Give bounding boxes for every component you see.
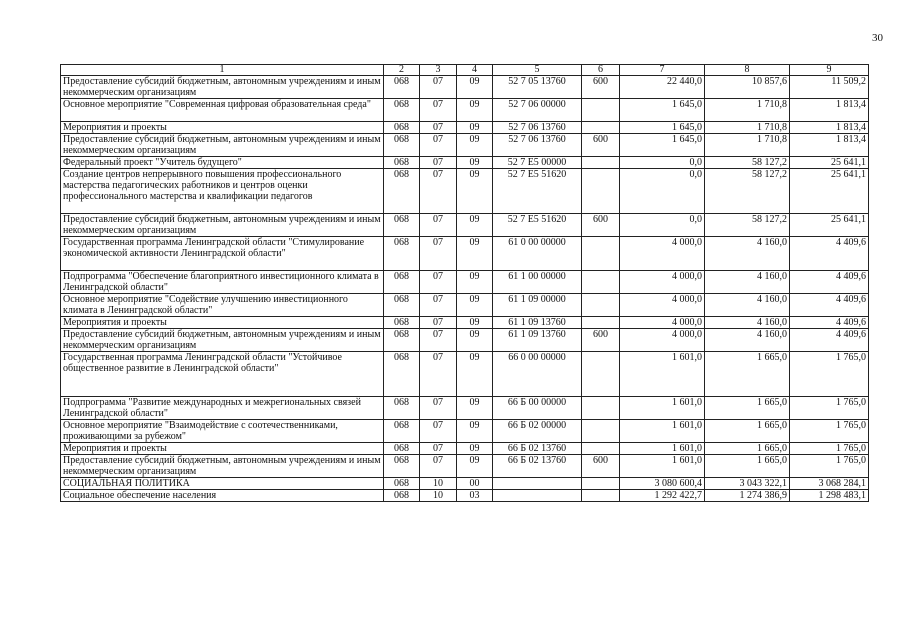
row-amount-year1: 1 601,0: [620, 397, 705, 420]
row-target-article: 52 7 Е5 00000: [493, 157, 582, 169]
row-admin-code: 068: [384, 420, 420, 443]
row-admin-code: 068: [384, 99, 420, 122]
row-amount-year2: 58 127,2: [705, 214, 790, 237]
row-target-article: 61 1 00 00000: [493, 271, 582, 294]
row-subsection: 09: [457, 443, 493, 455]
row-subsection: 09: [457, 455, 493, 478]
row-expense-type: [582, 317, 620, 329]
table-row: [61, 317, 869, 329]
row-subsection: 09: [457, 352, 493, 397]
row-subsection: 09: [457, 169, 493, 214]
header-row: [61, 65, 869, 76]
row-expense-type: [582, 478, 620, 490]
row-description: Основное мероприятие "Современная цифровая образовательная среда": [61, 99, 384, 122]
row-description: Государственная программа Ленинградской области "Устойчивое общественное развитие в Ленинградской области": [61, 352, 384, 397]
row-amount-year3: 1 813,4: [790, 99, 869, 122]
row-amount-year3: 4 409,6: [790, 237, 869, 271]
table-row: [61, 237, 869, 271]
row-subsection: 03: [457, 490, 493, 502]
row-admin-code: 068: [384, 478, 420, 490]
row-amount-year2: 4 160,0: [705, 237, 790, 271]
table-row: [61, 420, 869, 443]
row-subsection: 09: [457, 214, 493, 237]
row-expense-type: [582, 490, 620, 502]
row-amount-year2: 58 127,2: [705, 157, 790, 169]
row-admin-code: 068: [384, 455, 420, 478]
table-row: [61, 478, 869, 490]
row-section: 07: [420, 76, 457, 99]
row-target-article: 52 7 Е5 51620: [493, 169, 582, 214]
row-section: 07: [420, 294, 457, 317]
row-target-article: 52 7 06 13760: [493, 134, 582, 157]
row-amount-year3: 1 813,4: [790, 122, 869, 134]
row-target-article: 66 Б 02 13760: [493, 455, 582, 478]
row-admin-code: 068: [384, 237, 420, 271]
row-subsection: 09: [457, 76, 493, 99]
row-amount-year3: 4 409,6: [790, 317, 869, 329]
row-target-article: 52 7 Е5 51620: [493, 214, 582, 237]
row-amount-year1: 4 000,0: [620, 237, 705, 271]
row-amount-year3: 11 509,2: [790, 76, 869, 99]
row-target-article: [493, 478, 582, 490]
col-header: 4: [457, 65, 493, 76]
row-amount-year3: 1 765,0: [790, 352, 869, 397]
row-amount-year1: 4 000,0: [620, 317, 705, 329]
row-amount-year2: 1 665,0: [705, 397, 790, 420]
row-section: 07: [420, 134, 457, 157]
row-expense-type: 600: [582, 329, 620, 352]
row-description: Государственная программа Ленинградской области "Стимулирование экономической активности Ленинградской области": [61, 237, 384, 271]
row-section: 07: [420, 214, 457, 237]
row-amount-year1: 1 645,0: [620, 99, 705, 122]
row-admin-code: 068: [384, 214, 420, 237]
row-target-article: 61 1 09 13760: [493, 317, 582, 329]
row-subsection: 09: [457, 271, 493, 294]
row-amount-year2: 1 710,8: [705, 122, 790, 134]
row-description: Подпрограмма "Развитие международных и межрегиональных связей Ленинградской области": [61, 397, 384, 420]
row-amount-year1: 1 601,0: [620, 443, 705, 455]
row-amount-year2: 3 043 322,1: [705, 478, 790, 490]
row-section: 07: [420, 352, 457, 397]
row-description: Предоставление субсидий бюджетным, автономным учреждениям и иным некоммерческим организациям: [61, 329, 384, 352]
table-row: [61, 271, 869, 294]
table-row: [61, 76, 869, 99]
row-description: Федеральный проект "Учитель будущего": [61, 157, 384, 169]
row-admin-code: 068: [384, 397, 420, 420]
row-description: Социальное обеспечение населения: [61, 490, 384, 502]
table-row: [61, 134, 869, 157]
row-amount-year1: 4 000,0: [620, 329, 705, 352]
row-amount-year3: 25 641,1: [790, 214, 869, 237]
row-amount-year2: 10 857,6: [705, 76, 790, 99]
col-header: 1: [61, 65, 384, 76]
row-subsection: 09: [457, 294, 493, 317]
row-section: 07: [420, 99, 457, 122]
table-row: [61, 455, 869, 478]
row-admin-code: 068: [384, 317, 420, 329]
row-expense-type: [582, 271, 620, 294]
row-amount-year2: 1 665,0: [705, 420, 790, 443]
col-header: 6: [582, 65, 620, 76]
row-admin-code: 068: [384, 352, 420, 397]
row-description: Основное мероприятие "Взаимодействие с соотечественниками, проживающими за рубежом": [61, 420, 384, 443]
row-expense-type: [582, 294, 620, 317]
row-amount-year3: 25 641,1: [790, 157, 869, 169]
row-amount-year3: 4 409,6: [790, 294, 869, 317]
row-target-article: 52 7 06 00000: [493, 99, 582, 122]
row-description: Подпрограмма "Обеспечение благоприятного инвестиционного климата в Ленинградской области": [61, 271, 384, 294]
row-target-article: 52 7 06 13760: [493, 122, 582, 134]
row-amount-year3: 4 409,6: [790, 271, 869, 294]
row-amount-year1: 4 000,0: [620, 271, 705, 294]
row-section: 07: [420, 317, 457, 329]
row-amount-year3: 1 298 483,1: [790, 490, 869, 502]
row-expense-type: [582, 169, 620, 214]
page-number: 30: [872, 32, 883, 44]
row-target-article: 66 0 00 00000: [493, 352, 582, 397]
row-section: 07: [420, 455, 457, 478]
row-description: Создание центров непрерывного повышения профессионального мастерства педагогических работников и центров оценки профессионального мастерства и квалификации педагогов: [61, 169, 384, 214]
row-amount-year2: 1 710,8: [705, 134, 790, 157]
row-subsection: 09: [457, 157, 493, 169]
row-target-article: [493, 490, 582, 502]
row-expense-type: [582, 99, 620, 122]
row-subsection: 00: [457, 478, 493, 490]
row-expense-type: 600: [582, 76, 620, 99]
row-amount-year1: 1 292 422,7: [620, 490, 705, 502]
row-amount-year2: 4 160,0: [705, 317, 790, 329]
row-admin-code: 068: [384, 169, 420, 214]
row-amount-year2: 1 274 386,9: [705, 490, 790, 502]
row-expense-type: 600: [582, 214, 620, 237]
row-amount-year3: 1 765,0: [790, 397, 869, 420]
row-amount-year3: 25 641,1: [790, 169, 869, 214]
row-section: 07: [420, 157, 457, 169]
row-amount-year1: 1 645,0: [620, 134, 705, 157]
col-header: 8: [705, 65, 790, 76]
col-header: 9: [790, 65, 869, 76]
row-amount-year3: 1 765,0: [790, 443, 869, 455]
row-section: 07: [420, 271, 457, 294]
row-section: 07: [420, 443, 457, 455]
row-target-article: 61 1 09 00000: [493, 294, 582, 317]
row-description: Предоставление субсидий бюджетным, автономным учреждениям и иным некоммерческим организациям: [61, 455, 384, 478]
row-description: Предоставление субсидий бюджетным, автономным учреждениям и иным некоммерческим организациям: [61, 134, 384, 157]
row-subsection: 09: [457, 329, 493, 352]
row-section: 07: [420, 122, 457, 134]
row-amount-year1: 1 645,0: [620, 122, 705, 134]
table-row: [61, 294, 869, 317]
table-body: [61, 76, 869, 502]
row-section: 07: [420, 169, 457, 214]
row-amount-year3: 3 068 284,1: [790, 478, 869, 490]
row-expense-type: [582, 443, 620, 455]
row-section: 07: [420, 237, 457, 271]
row-amount-year1: 1 601,0: [620, 352, 705, 397]
col-header: 7: [620, 65, 705, 76]
row-admin-code: 068: [384, 329, 420, 352]
row-target-article: 66 Б 00 00000: [493, 397, 582, 420]
row-admin-code: 068: [384, 134, 420, 157]
row-amount-year1: 0,0: [620, 214, 705, 237]
budget-table: [60, 64, 869, 502]
row-amount-year1: 1 601,0: [620, 455, 705, 478]
row-description: Основное мероприятие "Содействие улучшению инвестиционного климата в Ленинградской области": [61, 294, 384, 317]
row-expense-type: [582, 397, 620, 420]
row-expense-type: [582, 122, 620, 134]
col-header: 5: [493, 65, 582, 76]
row-amount-year1: 0,0: [620, 169, 705, 214]
row-amount-year1: 0,0: [620, 157, 705, 169]
row-subsection: 09: [457, 134, 493, 157]
row-description: Предоставление субсидий бюджетным, автономным учреждениям и иным некоммерческим организациям: [61, 214, 384, 237]
row-section: 07: [420, 397, 457, 420]
row-expense-type: 600: [582, 134, 620, 157]
row-description: СОЦИАЛЬНАЯ ПОЛИТИКА: [61, 478, 384, 490]
row-amount-year1: 4 000,0: [620, 294, 705, 317]
table-row: [61, 157, 869, 169]
row-target-article: 66 Б 02 00000: [493, 420, 582, 443]
row-subsection: 09: [457, 397, 493, 420]
table-row: [61, 490, 869, 502]
row-expense-type: [582, 157, 620, 169]
row-target-article: 61 1 09 13760: [493, 329, 582, 352]
row-amount-year2: 1 665,0: [705, 443, 790, 455]
row-target-article: 66 Б 02 13760: [493, 443, 582, 455]
row-expense-type: [582, 352, 620, 397]
row-admin-code: 068: [384, 443, 420, 455]
row-amount-year3: 4 409,6: [790, 329, 869, 352]
table-row: [61, 122, 869, 134]
col-header: 2: [384, 65, 420, 76]
row-amount-year1: 1 601,0: [620, 420, 705, 443]
row-admin-code: 068: [384, 122, 420, 134]
row-amount-year2: 4 160,0: [705, 271, 790, 294]
row-target-article: 61 0 00 00000: [493, 237, 582, 271]
row-expense-type: 600: [582, 455, 620, 478]
row-amount-year2: 1 710,8: [705, 99, 790, 122]
row-admin-code: 068: [384, 294, 420, 317]
row-subsection: 09: [457, 99, 493, 122]
row-admin-code: 068: [384, 490, 420, 502]
row-description: Мероприятия и проекты: [61, 443, 384, 455]
row-description: Мероприятия и проекты: [61, 122, 384, 134]
table-row: [61, 443, 869, 455]
table-row: [61, 329, 869, 352]
row-section: 07: [420, 329, 457, 352]
row-amount-year3: 1 765,0: [790, 455, 869, 478]
row-expense-type: [582, 237, 620, 271]
row-amount-year2: 1 665,0: [705, 455, 790, 478]
row-subsection: 09: [457, 420, 493, 443]
row-amount-year1: 3 080 600,4: [620, 478, 705, 490]
table-row: [61, 352, 869, 397]
row-section: 07: [420, 420, 457, 443]
row-admin-code: 068: [384, 157, 420, 169]
table-row: [61, 99, 869, 122]
row-amount-year1: 22 440,0: [620, 76, 705, 99]
row-section: 10: [420, 490, 457, 502]
row-expense-type: [582, 420, 620, 443]
row-amount-year2: 4 160,0: [705, 294, 790, 317]
row-amount-year3: 1 813,4: [790, 134, 869, 157]
row-admin-code: 068: [384, 76, 420, 99]
table-row: [61, 397, 869, 420]
row-section: 10: [420, 478, 457, 490]
table-row: [61, 169, 869, 214]
row-amount-year3: 1 765,0: [790, 420, 869, 443]
row-target-article: 52 7 05 13760: [493, 76, 582, 99]
row-admin-code: 068: [384, 271, 420, 294]
row-subsection: 09: [457, 237, 493, 271]
row-subsection: 09: [457, 122, 493, 134]
row-amount-year2: 4 160,0: [705, 329, 790, 352]
row-description: Предоставление субсидий бюджетным, автономным учреждениям и иным некоммерческим организациям: [61, 76, 384, 99]
row-subsection: 09: [457, 317, 493, 329]
row-amount-year2: 58 127,2: [705, 169, 790, 214]
row-amount-year2: 1 665,0: [705, 352, 790, 397]
col-header: 3: [420, 65, 457, 76]
table-row: [61, 214, 869, 237]
row-description: Мероприятия и проекты: [61, 317, 384, 329]
